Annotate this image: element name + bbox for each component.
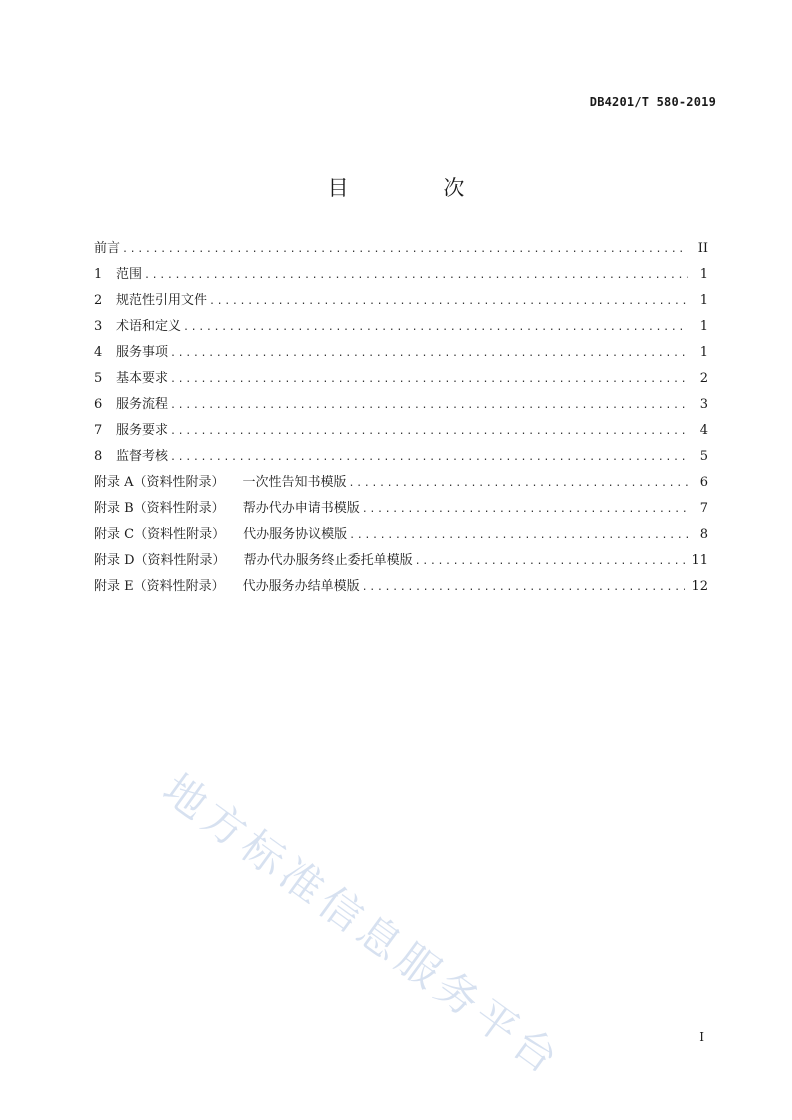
- toc-entry-text: 基本要求: [116, 371, 169, 386]
- toc-entry-number: 4: [94, 345, 103, 360]
- toc-entry-page: 5: [699, 449, 708, 464]
- toc-leader-dots: [170, 419, 688, 445]
- toc-entry-label: [94, 340, 170, 366]
- toc-entry-appendix-prefix: 附录 A（资料性附录）: [94, 475, 225, 490]
- toc-entry-appendix-prefix: 附录 E（资料性附录）: [94, 579, 225, 594]
- toc-entry-page: 7: [699, 501, 708, 516]
- toc-entry-label: [94, 548, 415, 574]
- toc-entry-text: 帮办代办服务终止委托单模版: [243, 553, 413, 568]
- toc-entry[interactable]: [94, 574, 708, 600]
- toc-leader-dots: [349, 471, 688, 497]
- table-of-contents: [94, 236, 708, 600]
- toc-entry-number: 2: [94, 293, 103, 308]
- toc-leader-dots: [170, 445, 688, 471]
- toc-entry-label: [94, 522, 349, 548]
- toc-entry-page: 8: [699, 527, 708, 542]
- toc-entry[interactable]: [94, 444, 708, 470]
- toc-entry[interactable]: [94, 288, 708, 314]
- toc-entry-label: [94, 236, 122, 262]
- toc-entry-page: 12: [691, 579, 708, 594]
- page-title: 目 次: [327, 176, 509, 200]
- toc-leader-dots: [170, 393, 688, 419]
- toc-entry-page: 1: [699, 319, 708, 334]
- toc-entry[interactable]: [94, 548, 708, 574]
- toc-entry-label: [94, 392, 170, 418]
- toc-entry-text: 代办服务协议模版: [243, 527, 348, 542]
- toc-leader-dots: [170, 367, 688, 393]
- toc-entry-page: 1: [699, 267, 708, 282]
- toc-entry-text: 服务要求: [116, 423, 169, 438]
- toc-entry-page: 3: [699, 397, 708, 412]
- toc-leader-dots: [170, 341, 688, 367]
- toc-entry-label: [94, 574, 362, 600]
- toc-leader-dots: [144, 263, 688, 289]
- toc-entry[interactable]: [94, 262, 708, 288]
- toc-entry-label: [94, 496, 362, 522]
- toc-entry-number: 1: [94, 267, 103, 282]
- watermark: 地方标准信息服务平台: [154, 764, 572, 1086]
- toc-entry-text: 术语和定义: [116, 319, 182, 334]
- toc-leader-dots: [349, 523, 688, 549]
- toc-entry-appendix-prefix: 附录 D（资料性附录）: [94, 553, 226, 568]
- toc-entry-text: 一次性告知书模版: [242, 475, 347, 490]
- toc-entry-page: 1: [699, 345, 708, 360]
- toc-entry-label: [94, 470, 349, 496]
- toc-entry[interactable]: [94, 340, 708, 366]
- toc-entry-page: 4: [699, 423, 708, 438]
- toc-entry-text: 服务事项: [116, 345, 169, 360]
- toc-leader-dots: [362, 497, 688, 523]
- toc-entry[interactable]: [94, 522, 708, 548]
- toc-leader-dots: [362, 575, 686, 601]
- toc-entry[interactable]: [94, 236, 708, 262]
- toc-entry-appendix-prefix: 附录 B（资料性附录）: [94, 501, 225, 516]
- document-code: DB4201/T 580-2019: [589, 95, 716, 109]
- toc-entry-page: II: [697, 241, 708, 256]
- toc-entry-label: [94, 444, 170, 470]
- toc-entry-text: 范围: [116, 267, 143, 282]
- toc-entry[interactable]: [94, 392, 708, 418]
- toc-entry-page: 1: [699, 293, 708, 308]
- toc-entry-text: 服务流程: [116, 397, 169, 412]
- toc-leader-dots: [209, 289, 688, 315]
- toc-entry-page: 6: [699, 475, 708, 490]
- toc-entry-label: [94, 262, 144, 288]
- toc-entry[interactable]: [94, 496, 708, 522]
- toc-entry-label: [94, 418, 170, 444]
- toc-entry-page: 11: [691, 553, 708, 568]
- toc-entry-page: 2: [699, 371, 708, 386]
- toc-entry-label: [94, 288, 209, 314]
- toc-entry[interactable]: [94, 366, 708, 392]
- page-number: I: [699, 1030, 704, 1044]
- toc-entry[interactable]: [94, 314, 708, 340]
- toc-entry-text: 规范性引用文件: [116, 293, 208, 308]
- toc-entry-text: 代办服务办结单模版: [242, 579, 360, 594]
- toc-entry[interactable]: [94, 470, 708, 496]
- toc-entry-number: 5: [94, 371, 103, 386]
- toc-leader-dots: [183, 315, 688, 341]
- toc-entry-number: 8: [94, 449, 103, 464]
- toc-leader-dots: [122, 237, 688, 263]
- toc-entry-number: 7: [94, 423, 103, 438]
- toc-entry-text: 监督考核: [116, 449, 169, 464]
- toc-entry-label: [94, 314, 183, 340]
- toc-entry-text: 前言: [94, 241, 121, 256]
- toc-entry-label: [94, 366, 170, 392]
- toc-entry[interactable]: [94, 418, 708, 444]
- toc-entry-number: 3: [94, 319, 103, 334]
- toc-leader-dots: [415, 549, 686, 575]
- toc-entry-text: 帮办代办申请书模版: [242, 501, 360, 516]
- toc-entry-number: 6: [94, 397, 103, 412]
- toc-entry-appendix-prefix: 附录 C（资料性附录）: [94, 527, 226, 542]
